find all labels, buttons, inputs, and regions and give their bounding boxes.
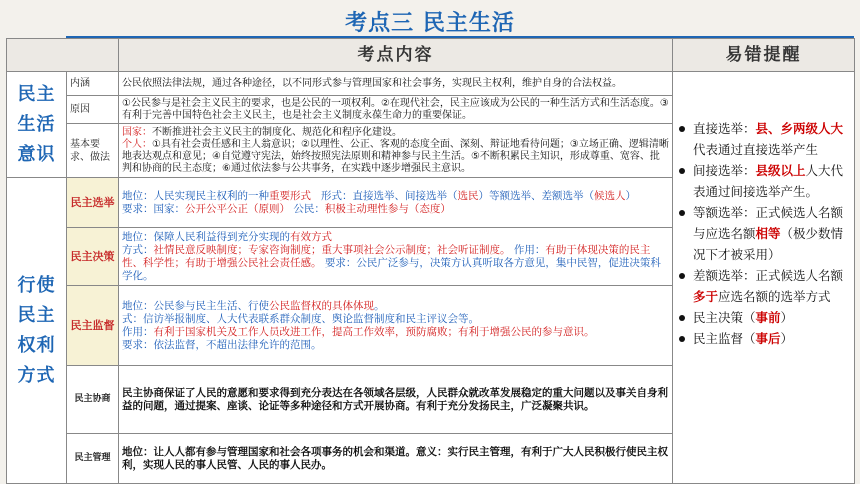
tip-item: 差额选举：正式候选人名额多于应选名额的选举方式 bbox=[677, 265, 850, 307]
row-text-decision: 地位：保障人民利益得到充分实现的有效方式 方式：社情民意反映制度；专家咨询制度；重大事项社会公示制度；社会听证制度。 作用：有助于体现决策的民主性、科学性；有助于增强公民社会责任感。 要求：公民广泛参与，决策方认真听取各方意见，集中民智，促进决策科学化。 bbox=[119, 228, 673, 286]
tips-panel bbox=[673, 72, 855, 484]
tips-header: 易错提醒 bbox=[673, 39, 855, 72]
category-exercise-democratic-rights: 行使 民主 权利 方式 bbox=[7, 178, 67, 484]
row-text-election: 地位：人民实现民主权利的一种重要形式 形式：直接选举、间接选举（选民）等额选举、差额选举（候选人） 要求：国家：公开公平公正（原则） 公民：积极主动理性参与（态度） bbox=[119, 178, 673, 228]
content-table bbox=[6, 38, 855, 484]
row-label-requirements: 基本要求、做法 bbox=[67, 124, 119, 178]
blank-header bbox=[7, 39, 119, 72]
row-label-connotation: 内涵 bbox=[67, 72, 119, 96]
row-text-reason: ①公民参与是社会主义民主的要求，也是公民的一项权利。②在现代社会，民主应该成为公民的一种生活方式和生活态度。③有利于完善中国特色社会主义民主，也是社会主义制度永葆生命力的重要保证。 bbox=[119, 96, 673, 124]
category-democratic-life-awareness: 民主 生活 意识 bbox=[7, 72, 67, 178]
tip-item: 等额选举：正式候选人名额与应选名额相等（极少数情况下才被采用） bbox=[677, 202, 850, 265]
content-header: 考点内容 bbox=[119, 39, 673, 72]
row-label-election: 民主选举 bbox=[67, 178, 119, 228]
tip-item: 民主决策（事前） bbox=[677, 307, 850, 328]
row-text-consultation: 民主协商保证了人民的意愿和要求得到充分表达在各领域各层级，人民群众就改革发展稳定的重大问题以及事关自身利益的问题，通过提案、座谈、论证等多种途径和方式开展协商。有利于充分发扬民主，广泛凝聚共识。 bbox=[119, 366, 673, 434]
row-label-consultation: 民主协商 bbox=[67, 366, 119, 434]
tip-item: 间接选举：县级以上人大代表通过间接选举产生。 bbox=[677, 160, 850, 202]
row-text-management: 地位：让人人都有参与管理国家和社会各项事务的机会和渠道。意义：实行民主管理，有利于广大人民积极行使民主权利，实现人民的事人民管、人民的事人民办。 bbox=[119, 434, 673, 484]
tip-item: 民主监督（事后） bbox=[677, 328, 850, 349]
row-label-reason: 原因 bbox=[67, 96, 119, 124]
row-label-supervision: 民主监督 bbox=[67, 286, 119, 366]
row-text-supervision: 地位：公民参与民主生活、行使公民监督权的具体体现。 式：信访举报制度、人大代表联系群众制度、舆论监督制度和民主评议会等。 作用：有利于国家机关及工作人员改进工作，提高工作效率，预防腐败；有利于增强公民的参与意识。 要求：依法监督，不超出法律允许的范围。 bbox=[119, 286, 673, 366]
row-label-management: 民主管理 bbox=[67, 434, 119, 484]
row-text-requirements: 国家：不断推进社会主义民主的制度化、规范化和程序化建设。 个人：①具有社会责任感和主人翁意识；②以理性、公正、客观的态度全面、深刻、辩证地看待问题；③立场正确、逻辑清晰地表达观点和意见；④自觉遵守宪法，始终按照宪法原则和精神参与民主生活。⑤不断积累民主知识，形成尊重、宽容、批判和协商的民主态度；⑥通过依法参与公共事务，在实践中逐步增强民主意识。 bbox=[119, 124, 673, 178]
tip-item: 直接选举：县、乡两级人大代表通过直接选举产生 bbox=[677, 118, 850, 160]
row-label-decision: 民主决策 bbox=[67, 228, 119, 286]
page-title: 考点三 民主生活 bbox=[345, 11, 515, 36]
row-text-connotation: 公民依照法律法规，通过各种途径，以不同形式参与管理国家和社会事务，实现民主权利，维护自身的合法权益。 bbox=[119, 72, 673, 96]
